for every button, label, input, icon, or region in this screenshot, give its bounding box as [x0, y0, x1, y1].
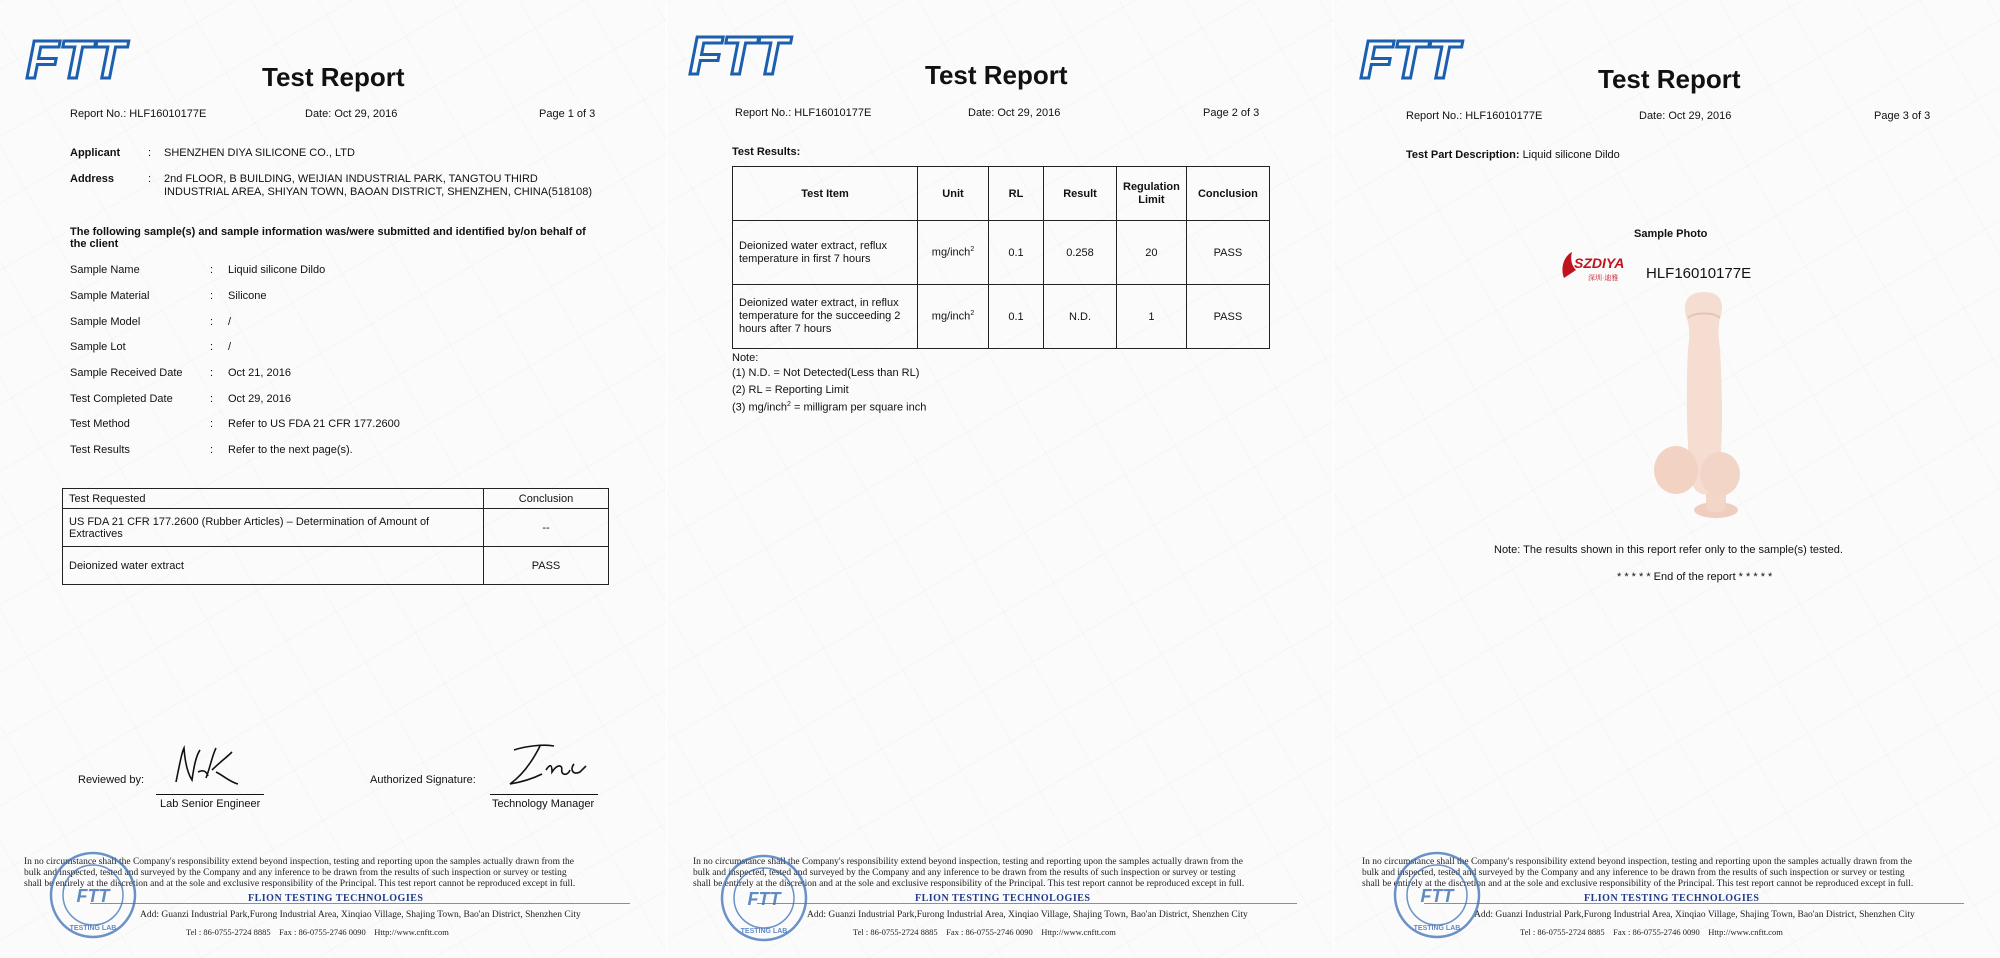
page-title: Test Report [1598, 64, 1741, 94]
reviewed-by-label: Reviewed by: [78, 774, 145, 786]
table-header: Regulation Limit [1117, 167, 1187, 221]
report-date: Date: Oct 29, 2016 [305, 108, 398, 120]
table-row: Deionized water extract, reflux temperature in first 7 hours mg/inch$^2$ 0.1 0.258 20 PASS [733, 221, 1270, 285]
company-address: Add: Guanzi Industrial Park,Furong Industrial Area, Xinqiao Village, Shajing Town, Bao'an District, Shenzhen City [140, 910, 581, 920]
table-cell: Deionized water extract, reflux [739, 239, 887, 252]
sample-label: Sample Model [70, 316, 141, 328]
svg-text:FTT: FTT [76, 886, 110, 906]
table-header: Test Requested [63, 489, 484, 509]
testing-lab-stamp [1392, 850, 1482, 940]
ftt-logo-text: FTT [689, 28, 788, 80]
table-cell: N.D. [1044, 285, 1117, 349]
page-title: Test Report [262, 62, 405, 92]
svg-text:FTT: FTT [747, 889, 781, 909]
results-note: Note: The results shown in this report refer only to the sample(s) tested. [1494, 544, 1843, 556]
end-of-report: * * * * * End of the report * * * * * [1617, 571, 1773, 583]
svg-text:TESTING LAB: TESTING LAB [740, 928, 788, 935]
sample-value: Refer to the next page(s). [228, 444, 353, 456]
contact-line: Tel : 86-0755-2724 8885 Fax : 86-0755-2746 0090 Http://www.cnftt.com [186, 927, 449, 937]
table-cell: -- [484, 509, 609, 547]
table-header-row [63, 489, 609, 509]
table-header: Test Item [733, 167, 918, 221]
sample-label: Sample Material [70, 290, 150, 302]
svg-text:TESTING LAB: TESTING LAB [69, 925, 117, 932]
table-header-row [733, 167, 1270, 221]
page-number: Page 2 of 3 [1203, 107, 1260, 119]
testing-lab-stamp [48, 850, 138, 940]
brand-subtitle: 深圳·迪雅 [1588, 275, 1619, 282]
table-header: Unit [918, 167, 989, 221]
sample-value: Refer to US FDA 21 CFR 177.2600 [228, 418, 400, 430]
authorized-signature-label: Authorized Signature: [370, 774, 476, 786]
report-number: Report No.: HLF16010177E [735, 107, 872, 119]
report-page-2 [667, 0, 1333, 958]
testing-lab-stamp [719, 853, 809, 943]
table-header: RL [989, 167, 1044, 221]
table-cell: Extractives [69, 527, 123, 540]
table-cell: hours after 7 hours [739, 323, 832, 335]
table-cell: 1 [1117, 285, 1187, 349]
note-item: (1) N.D. = Not Detected(Less than RL) [732, 367, 920, 379]
disclaimer: In no circumstance shall the Company's responsibility extend beyond inspection, testing and reporting upon the samples actually drawn from the bulk and inspected, tested and surveyed by the Company and any inference to be drawn from the results of such inspection or survey or testing shall be entirely at the discretion and at the sole and exclusive responsibility of the Principal. This test report cannot be reproduced except in full. [693, 857, 1245, 889]
table-cell: mg/inch [931, 310, 971, 323]
table-cell: mg/inch [931, 246, 971, 259]
table-cell: 20 [1117, 221, 1187, 285]
table-row [63, 509, 609, 547]
page-number: Page 1 of 3 [539, 108, 596, 120]
reviewer-title: Lab Senior Engineer [160, 798, 261, 810]
page-title: Test Report [925, 60, 1068, 90]
ftt-logo [687, 28, 797, 80]
address-line-1: 2nd FLOOR, B BUILDING, WEIJIAN INDUSTRIAL PARK, TANGTOU THIRD [164, 173, 538, 185]
svg-text:FTT: FTT [1420, 886, 1454, 906]
sample-label: Test Results [70, 444, 130, 456]
page-number: Page 3 of 3 [1874, 110, 1931, 122]
reviewer-signature [172, 742, 244, 790]
address-line-2: INDUSTRIAL AREA, SHIYAN TOWN, BAOAN DISTRICT, SHENZHEN, CHINA(518108) [164, 186, 593, 198]
table-row: Deionized water extract, in reflux temperature for the succeeding 2 hours after 7 hours mg/inch$^2$ 0.1 N.D. 1 PASS [733, 285, 1270, 349]
sample-photo [1558, 248, 1768, 538]
table-header: Conclusion [1186, 167, 1269, 221]
sample-value: / [228, 341, 232, 353]
results-table [732, 166, 1270, 349]
table-cell: temperature for the succeeding 2 [739, 310, 901, 322]
table-cell: US FDA 21 CFR 177.2600 (Rubber Articles) – Determination of Amount of [69, 515, 430, 528]
table-header: Result [1044, 167, 1117, 221]
address-label: Address [70, 173, 115, 185]
table-cell: PASS [484, 547, 609, 585]
sample-label: Sample Lot [70, 341, 126, 353]
sample-value: Oct 21, 2016 [228, 367, 291, 379]
table-cell: temperature in first 7 hours [739, 252, 871, 265]
contact-line: Tel : 86-0755-2724 8885 Fax : 86-0755-2746 0090 Http://www.cnftt.com [853, 927, 1116, 937]
table-header: Conclusion [484, 489, 609, 509]
sample-photo-title: Sample Photo [1634, 228, 1708, 240]
brand-logo [1562, 252, 1624, 282]
report-date: Date: Oct 29, 2016 [1639, 110, 1732, 122]
manager-title: Technology Manager [492, 798, 595, 810]
svg-text:TESTING LAB: TESTING LAB [1413, 925, 1461, 932]
applicant-label: Applicant [70, 147, 121, 159]
report-date: Date: Oct 29, 2016 [968, 107, 1061, 119]
applicant-value: SHENZHEN DIYA SILICONE CO., LTD [164, 147, 355, 159]
disclaimer: In no circumstance shall the Company's responsibility extend beyond inspection, testing and reporting upon the samples actually drawn from the bulk and inspected, tested and surveyed by the Company and any inference to be drawn from the results of such inspection or survey or testing shall be entirely at the discretion and at the sole and exclusive responsibility of the Principal. This test report cannot be reproduced except in full. [1362, 857, 1914, 889]
report-number: Report No.: HLF16010177E [1406, 110, 1543, 122]
photo-code: HLF16010177E [1646, 265, 1752, 282]
part-description: Test Part Description: Liquid silicone Dildo [1406, 149, 1620, 161]
ftt-logo [1358, 32, 1468, 84]
sample-value: Silicone [228, 290, 267, 302]
ftt-logo-text: FTT [1360, 32, 1459, 84]
sample-label: Test Completed Date [70, 393, 173, 405]
sample-value: Liquid silicone Dildo [228, 264, 326, 276]
intro-line-1: The following sample(s) and sample information was/were submitted and identified by/on behalf of [70, 226, 586, 238]
brand-name: SZDIYA [1574, 255, 1625, 271]
table-cell: 0.1 [989, 285, 1044, 349]
section-title: Test Results: [732, 146, 801, 158]
sample-label: Sample Received Date [70, 367, 183, 379]
manager-signature [500, 740, 590, 790]
table-cell: Deionized water extract, in reflux [739, 297, 899, 309]
sample-value: Oct 29, 2016 [228, 393, 291, 405]
disclaimer: In no circumstance shall the Company's responsibility extend beyond inspection, testing and reporting upon the samples actually drawn from the bulk and inspected, tested and surveyed by the Company and any inference to be drawn from the results of such inspection or survey or testing shall be entirely at the discretion and at the sole and exclusive responsibility of the Principal. This test report cannot be reproduced except in full. [24, 857, 576, 889]
table-cell: PASS [1186, 221, 1269, 285]
company-address: Add: Guanzi Industrial Park,Furong Industrial Area, Xinqiao Village, Shajing Town, Bao'an District, Shenzhen City [807, 910, 1248, 920]
table-cell: 0.258 [1044, 221, 1117, 285]
note-item: (3) mg/inch$^2$ = milligram per square inch [732, 401, 927, 414]
report-number: Report No.: HLF16010177E [70, 108, 207, 120]
intro-line-2: the client [70, 238, 119, 250]
sample-image [1654, 292, 1740, 518]
report-page-3 [1334, 0, 2000, 958]
note-label: Note: [732, 352, 759, 364]
report-page-1: FTT Test Report Report No.: HLF16010177E Date: Oct 29, 2016 Page 1 of 3 Applicant : SHENZHEN DIYA SILICONE CO., LTD Address : 2nd FLOOR, B BUILDING, WEIJIAN INDUSTRIAL PARK, TANGTOU THIRD INDUSTRIAL AREA, SHIYAN TOWN, BAOAN DISTRICT, SHENZHEN, CHINA(518108) The following sample(s) and sample information was/were submitted and identified by/on behalf of the client Sample Name : Liquid silicone Dildo Sample Material : Silicone Sample Model : / Sample Lot : / Sample Received Date : Oct 21, 2016 Test Completed Date : Oct 29, 2016 Test Method : Refer to US FDA 21 CFR 177.2600 Test Results : Refer to the next page(s). Test Requested Conclusion US FDA 21 CFR 177.2600 (Rubber Articles) – Determination of Amount of Extractives -- Deionized water extract PASS Reviewed by: Lab Senior Engineer Authorized Signature: Technology Manager In no circumstance shall the Company's responsibility extend beyond inspection, testing and reporting upon the samples actually drawn from the bulk and inspected, tested and surveyed by the Company and any inference to be drawn from the results of such inspection or survey or testing shall be entirely at the discretion and at the sole and exclusive responsibility of the Principal. This test report cannot be reproduced except in full. FLION TESTING TECHNOLOGIES Add: Guanzi Industrial Park,Furong Industrial Area, Xinqiao Village, Shajing Town, Bao'an District, Shenzhen City Tel : 86-0755-2724 8885 Fax : 86-0755-2746 0090 Http://www.cnftt.com FTT TESTING LAB [0, 0, 666, 958]
ftt-logo [24, 32, 134, 84]
ftt-logo-text: FTT [26, 32, 125, 84]
company-name: FLION TESTING TECHNOLOGIES [1584, 893, 1760, 904]
sample-label: Test Method [70, 418, 130, 430]
note-item: (2) RL = Reporting Limit [732, 384, 849, 396]
table-cell: PASS [1186, 285, 1269, 349]
company-name: FLION TESTING TECHNOLOGIES [248, 893, 424, 904]
contact-line: Tel : 86-0755-2724 8885 Fax : 86-0755-2746 0090 Http://www.cnftt.com [1520, 927, 1783, 937]
company-address: Add: Guanzi Industrial Park,Furong Industrial Area, Xinqiao Village, Shajing Town, Bao'an District, Shenzhen City [1474, 910, 1915, 920]
table-cell: 0.1 [989, 221, 1044, 285]
sample-label: Sample Name [70, 264, 140, 276]
summary-table [62, 488, 609, 585]
sample-value: / [228, 316, 232, 328]
table-row [63, 547, 609, 585]
company-name: FLION TESTING TECHNOLOGIES [915, 893, 1091, 904]
table-cell: Deionized water extract [63, 547, 484, 585]
